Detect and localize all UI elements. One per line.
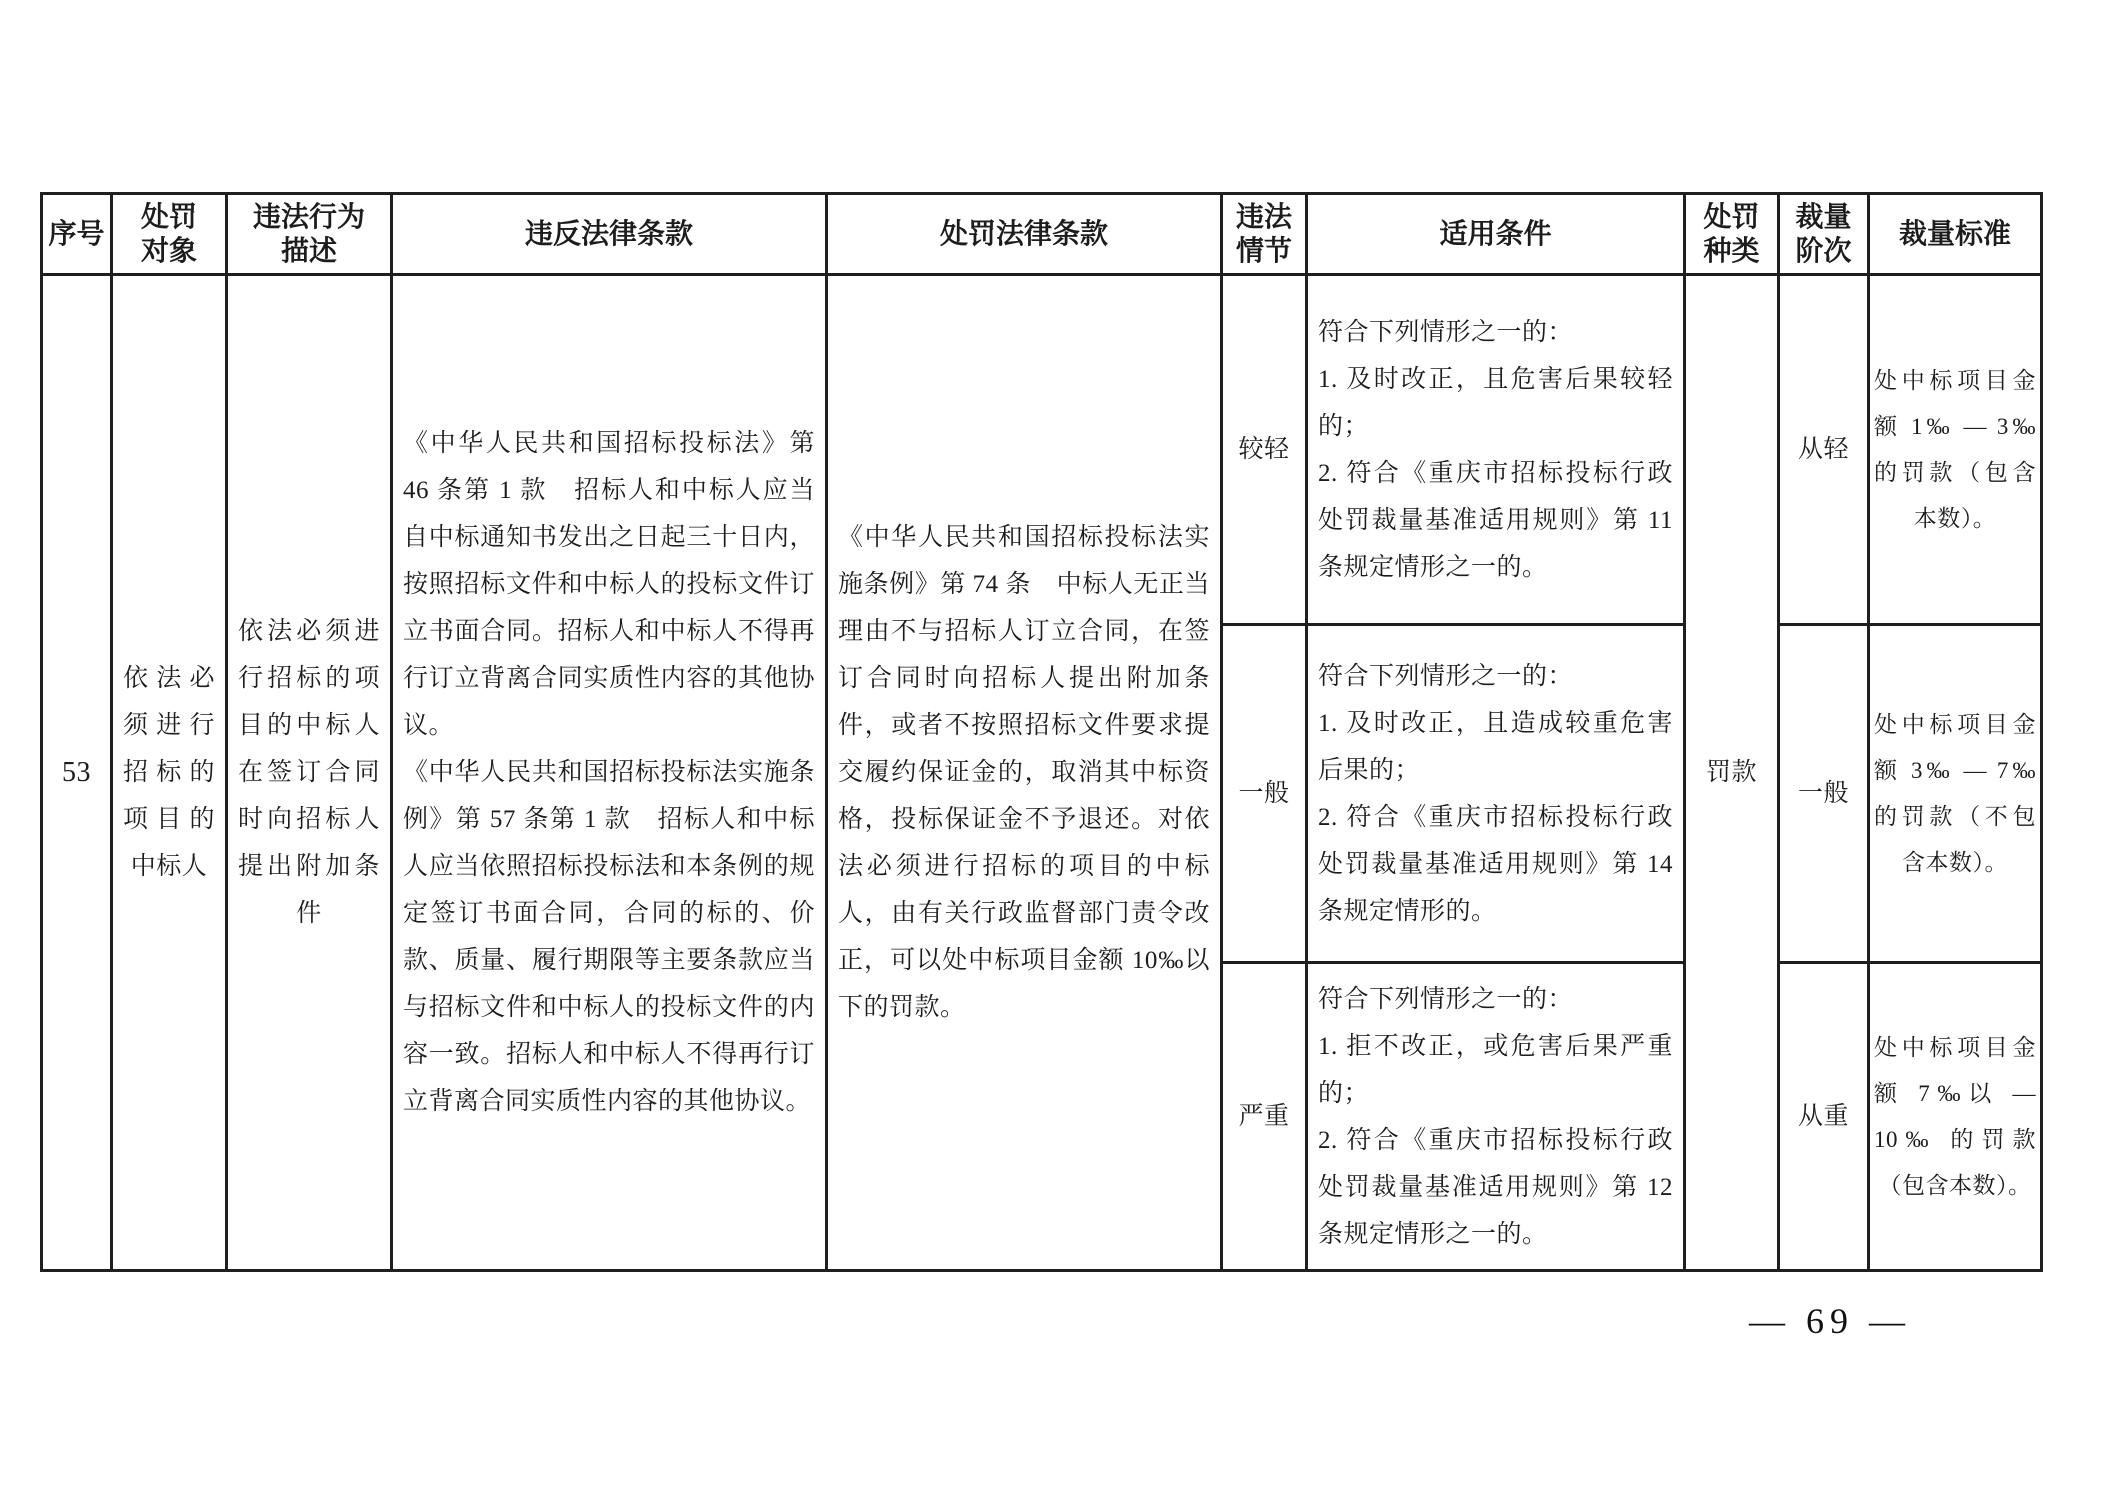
header-penalty-type: 处罚 种类 [1685,194,1779,275]
header-behavior: 违法行为 描述 [227,194,392,275]
standard-text: 处中标项目金额 1‰ — 3‰ 的罚款（包含本数）。 [1874,367,2036,531]
penalty-law-paragraph: 《中华人民共和国招标投标法实施条例》第 74 条 中标人无正当理由不与招标人订立合同，在签订合同时向招标人提出附加条件，或者不按照招标文件要求提交履约保证金的，取消其中标资格，投标保证金不予退还。对依法必须进行招标的项目的中标人，由有关行政监督部门责令改正，可以处中标项目金额 10‰以下的罚款。 [838,524,1210,1021]
header-violated-law: 违反法律条款 [392,194,827,275]
condition-intro: 符合下列情形之一的： [1318,662,1574,690]
condition-intro: 符合下列情形之一的： [1318,318,1574,346]
page-number: — 69 — [1749,1301,1911,1341]
header-discretion-standard: 裁量标准 [1869,194,2042,275]
header-penalty-target: 处罚 对象 [112,194,227,275]
condition-item: 1. 及时改正，且危害后果较轻的； [1318,365,1673,440]
header-row [42,194,2042,275]
standard-text: 处中标项目金额 3‰ — 7‰ 的罚款（不包含本数）。 [1874,711,2036,875]
standard-text: 处中标项目金额 7‰以 — 10‰ 的罚款（包含本数）。 [1874,1034,2036,1198]
cell-conditions-general [1307,625,1685,963]
condition-item: 2. 符合《重庆市招标投标行政处罚裁量基准适用规则》第 14 条规定情形的。 [1318,803,1673,925]
violated-law-paragraph: 《中华人民共和国招标投标法实施条例》第 57 条第 1 款 招标人和中标人应当依照招标投标法和本条例的规定签订书面合同，合同的标的、价款、质量、履行期限等主要条款应当与招标文件和中标人的投标文件的内容一致。招标人和中标人不得再行订立背离合同实质性内容的其他协议。 [403,759,815,1115]
cell-severity-severe: 严重 [1222,963,1307,1271]
condition-item: 2. 符合《重庆市招标投标行政处罚裁量基准适用规则》第 11 条规定情形之一的。 [1318,459,1673,581]
penalty-target-text: 依法必须进行招标的项目的中标人 [123,665,215,880]
violated-law-paragraph: 《中华人民共和国招标投标法》第 46 条第 1 款 招标人和中标人应当自中标通知书发出之日起三十日内，按照招标文件和中标人的投标文件订立书面合同。招标人和中标人不得再行订立背离合同实质性内容的其他协议。 [403,430,815,739]
cell-penalty-target [112,275,227,1271]
condition-intro: 符合下列情形之一的： [1318,985,1574,1013]
header-penalty-law: 处罚法律条款 [827,194,1222,275]
cell-serial: 53 [42,275,112,1271]
cell-severity-general: 一般 [1222,625,1307,963]
cell-standard-heavy [1869,963,2042,1271]
header-serial: 序号 [42,194,112,275]
table-row [42,275,2042,625]
header-discretion-level: 裁量 阶次 [1779,194,1869,275]
conditions-block [1318,976,1673,1258]
cell-violated-law [392,275,827,1271]
cell-penalty-law [827,275,1222,1271]
cell-behavior [227,275,392,1271]
cell-level-general: 一般 [1779,625,1869,963]
cell-severity-minor: 较轻 [1222,275,1307,625]
cell-standard-lenient [1869,275,2042,625]
cell-level-lenient: 从轻 [1779,275,1869,625]
conditions-block [1318,309,1673,591]
condition-item: 2. 符合《重庆市招标投标行政处罚裁量基准适用规则》第 12 条规定情形之一的。 [1318,1126,1673,1248]
conditions-block [1318,653,1673,935]
cell-conditions-minor [1307,275,1685,625]
header-severity: 违法 情节 [1222,194,1307,275]
header-conditions: 适用条件 [1307,194,1685,275]
cell-penalty-type: 罚款 [1685,275,1779,1271]
penalty-table [40,192,2043,1272]
condition-item: 1. 及时改正，且造成较重危害后果的； [1318,709,1673,784]
cell-conditions-severe [1307,963,1685,1271]
cell-level-heavy: 从重 [1779,963,1869,1271]
behavior-text: 依法必须进行招标的项目的中标人在签订合同时向招标人提出附加条件 [238,618,380,927]
condition-item: 1. 拒不改正，或危害后果严重的； [1318,1032,1673,1107]
cell-standard-general [1869,625,2042,963]
